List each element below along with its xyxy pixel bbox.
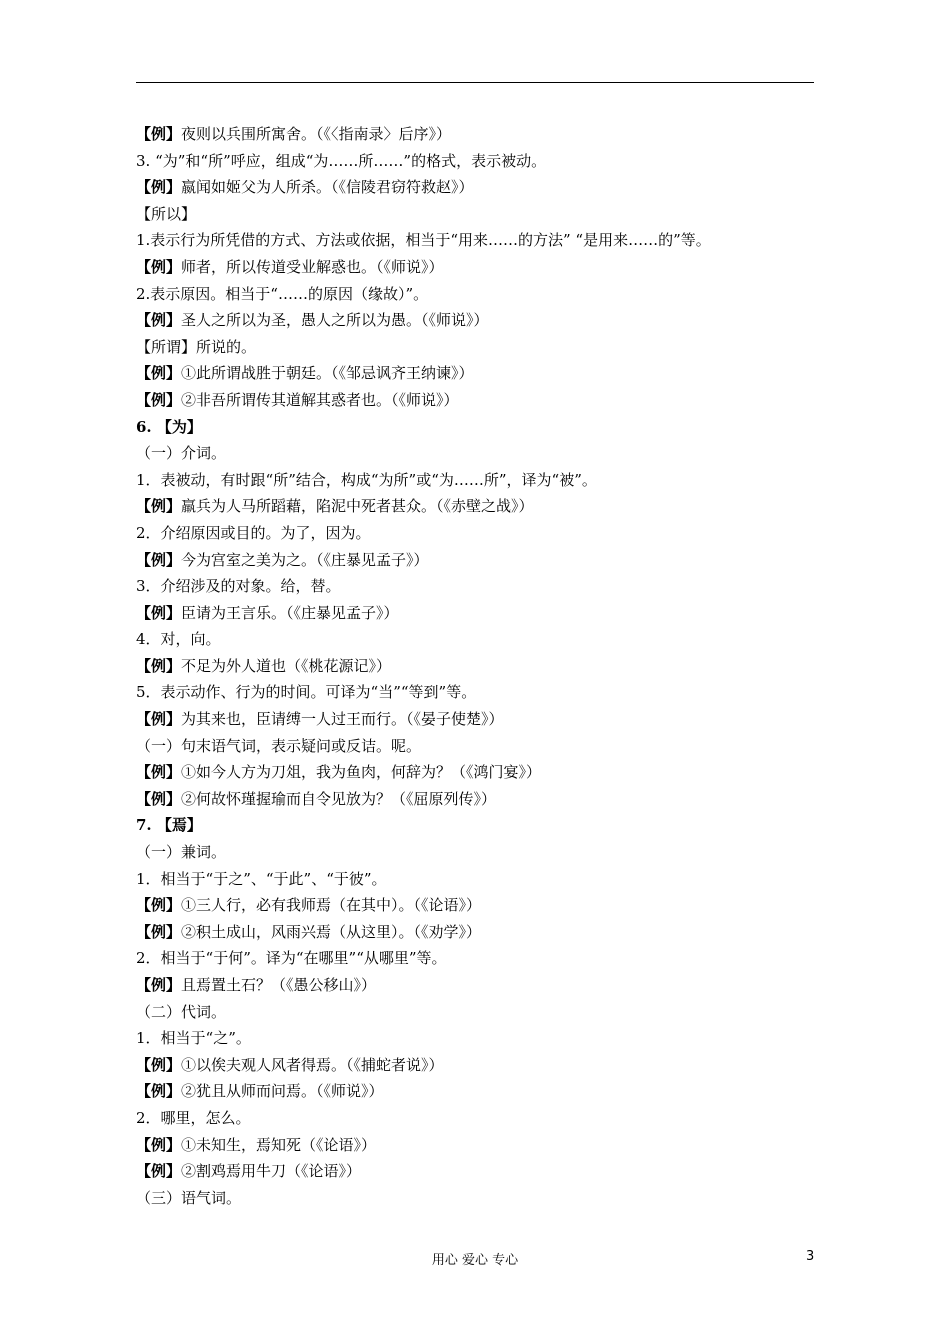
example-line (136, 600, 826, 627)
example-line (136, 892, 826, 919)
section-heading: 6. 【为】 (136, 417, 202, 436)
example-line (136, 653, 826, 680)
example-text: ②积土成山，风雨兴焉（从这里）。（《劝学》） (181, 922, 482, 941)
example-label: 【例】 (136, 178, 182, 197)
example-text: ①以俟夫观人风者得焉。（《捕蛇者说》） (181, 1055, 444, 1074)
example-label: 【例】 (136, 710, 182, 729)
example-label: 【例】 (136, 896, 182, 915)
example-text: 圣人之所以为圣，愚人之所以为愚。（《师说》） (181, 311, 489, 330)
example-label: 【例】 (136, 390, 182, 409)
example-line (136, 254, 826, 281)
text-line: （二）代词。 (136, 1002, 227, 1021)
example-line (136, 1052, 826, 1079)
text-line: 2．相当于“于何”。译为“在哪里”“从哪里”等。 (136, 949, 447, 968)
example-label: 【例】 (136, 789, 182, 808)
example-text: ②何故怀瑾握瑜而自令见放为？（《屈原列传》） (181, 789, 497, 808)
example-line (136, 919, 826, 946)
example-text: 夜则以兵围所寓舍。（《〈指南录〉后序》） (181, 125, 452, 143)
example-text: ①未知生，焉知死（《论语》） (181, 1135, 377, 1154)
example-text: 不足为外人道也（《桃花源记》） (181, 656, 392, 675)
example-label: 【例】 (136, 257, 182, 276)
example-text: 今为宫室之美为之。（《庄暴见孟子》） (181, 550, 429, 569)
example-line (136, 360, 826, 387)
example-line (136, 786, 826, 813)
example-line (136, 174, 826, 201)
example-text: ①如今人方为刀俎，我为鱼肉，何辞为？（《鸿门宴》） (181, 763, 542, 782)
text-line: （一）兼词。 (136, 843, 227, 862)
example-text: 师者，所以传道受业解惑也。（《师说》） (181, 257, 444, 276)
example-line (136, 493, 826, 520)
document-body (136, 121, 826, 1211)
example-line (136, 121, 826, 148)
page-footer: 用心 爱心 专心 (431, 1253, 519, 1268)
example-label: 【例】 (136, 1135, 182, 1154)
example-text: ①此所谓战胜于朝廷。（《邹忌讽齐王纳谏》） (181, 364, 474, 383)
example-text: 羸兵为人马所蹈藉，陷泥中死者甚众。（《赤壁之战》） (181, 497, 534, 516)
example-label: 【例】 (136, 1162, 182, 1181)
example-label: 【例】 (136, 1082, 182, 1101)
example-text: 嬴闻如姬父为人所杀。（《信陵君窃符救赵》） (181, 178, 474, 197)
example-line (136, 759, 826, 786)
text-line: 3. “为”和“所”呼应，组成“为……所……”的格式，表示被动。 (136, 151, 547, 170)
example-text: 为其来也，臣请缚一人过王而行。（《晏子使楚》） (181, 710, 504, 729)
example-label: 【例】 (136, 763, 182, 782)
example-text: ②犹且从师而问焉。（《师说》） (181, 1082, 384, 1101)
text-line: 1．相当于“于之”、“于此”、“于彼”。 (136, 869, 387, 888)
text-line: 3．介绍涉及的对象。给，替。 (136, 577, 341, 596)
example-line (136, 307, 826, 334)
text-line: 1．相当于“之”。 (136, 1029, 251, 1048)
example-line (136, 387, 826, 414)
example-line (136, 1132, 826, 1159)
text-line: 2．介绍原因或目的。为了，因为。 (136, 523, 371, 542)
header-rule (136, 82, 814, 83)
text-line: 【所谓】所说的。 (136, 337, 257, 356)
example-line (136, 972, 826, 999)
example-label: 【例】 (136, 311, 182, 330)
example-label: 【例】 (136, 603, 182, 622)
example-label: 【例】 (136, 976, 182, 994)
text-line: 4．对，向。 (136, 630, 221, 649)
example-label: 【例】 (136, 656, 182, 675)
example-label: 【例】 (136, 922, 182, 941)
example-label: 【例】 (136, 497, 182, 516)
text-line: 2．哪里，怎么。 (136, 1108, 251, 1127)
example-label: 【例】 (136, 550, 182, 569)
example-text: 臣请为王言乐。（《庄暴见孟子》） (181, 603, 399, 622)
text-line: （三）语气词。 (136, 1188, 242, 1207)
example-line (136, 1158, 826, 1185)
example-text: ②非吾所谓传其道解其惑者也。（《师说》） (181, 390, 459, 409)
text-line: 5．表示动作、行为的时间。可译为“当”“等到”等。 (136, 683, 477, 702)
example-text: ②割鸡焉用牛刀（《论语》） (181, 1162, 362, 1181)
text-line: 1.表示行为所凭借的方式、方法或依据，相当于“用来……的方法” “是用来……的”等。 (136, 231, 711, 250)
section-heading: 7. 【焉】 (136, 816, 202, 835)
example-text: ①三人行，必有我师焉（在其中）。（《论语》） (181, 896, 482, 915)
example-label: 【例】 (136, 125, 182, 143)
example-line (136, 1078, 826, 1105)
example-text: 且焉置土石？（《愚公移山》） (181, 976, 377, 994)
page-number: 3 (806, 1249, 815, 1264)
text-line: 【所以】 (136, 204, 197, 223)
example-line (136, 547, 826, 574)
example-label: 【例】 (136, 364, 182, 383)
example-label: 【例】 (136, 1055, 182, 1074)
example-line (136, 706, 826, 733)
text-line: （一）介词。 (136, 444, 227, 463)
text-line: 2.表示原因。相当于“……的原因（缘故）”。 (136, 284, 429, 303)
text-line: （一）句末语气词，表示疑问或反诘。呢。 (136, 736, 422, 755)
text-line: 1．表被动，有时跟“所”结合，构成“为所”或“为……所”，译为“被”。 (136, 470, 597, 489)
